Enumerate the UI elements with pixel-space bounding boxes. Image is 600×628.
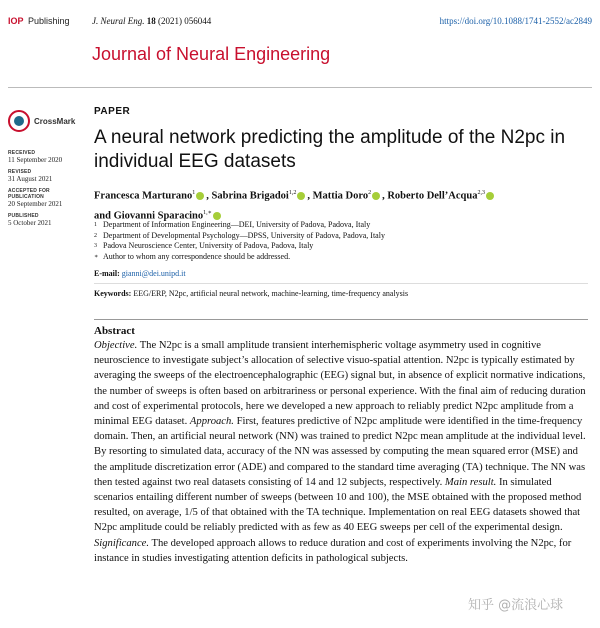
- abstract-objective: The N2pc is a small amplitude transient interhemispheric voltage asymmetry used in cognitive neuroscience to investigate subject’s allocation of selective visuo-spatial attention. N2pc is typically estimated by averaging the sweeps of the electroencephalographic (EEG) signal but, in absence of explicit normative indications, the number of sweeps is often based on arbitrariness or personal experience. With the final aim of reducing duration and cost of experimental protocols, here we developed a new approach to reliably predict N2pc amplitude from a minimal EEG dataset.: [94, 340, 586, 428]
- abstract-approach: First, features predictive of N2pc amplitude were identified in the time-frequency domain. Then, an artificial neural network (NN) was trained to predict N2pc mean amplitude at the individual level. By resorting to simulated data, accuracy of the NN was assessed by computing the mean squared error (MSE) and the amplitude discretization error (ADE) and compared to the standard time averaging (TA) technique. The NN was then tested against two real datasets consisting of 14 and 12 subjects, respectively.: [94, 416, 586, 488]
- affiliation: 2 Department of Developmental Psychology—DPSS, University of Padova, Padova, Italy: [94, 230, 385, 240]
- author-affil-sup: 2: [368, 190, 372, 196]
- date-value: 20 September 2021: [8, 200, 63, 208]
- crossmark-icon: [8, 110, 30, 132]
- orcid-icon[interactable]: [372, 192, 380, 200]
- journal-title: Journal of Neural Engineering: [92, 44, 331, 64]
- email-link[interactable]: gianni@dei.unipd.it: [121, 269, 186, 278]
- date-label: ACCEPTED FOR PUBLICATION: [8, 188, 50, 200]
- abstract-result: In simulated scenarios entailing different number of sweeps (between 10 and 100), the MSE obtained with the proposed method resulted, on average, 1/5 of that obtained with the TA technique. Implementation on real EEG datasets showed that N2pc amplitude could be reliably predicted with as few as 40 EEG sweeps per cell of the experimental design.: [94, 476, 582, 534]
- header-divider: [8, 87, 592, 88]
- journal-abbrev: J. Neural Eng.: [92, 16, 145, 26]
- date-value: 31 August 2021: [8, 175, 53, 183]
- date-label: REVISED: [8, 169, 32, 175]
- affiliation: 3 Padova Neuroscience Center, University of Padova, Padova, Italy: [94, 241, 314, 250]
- volume: 18: [146, 16, 156, 26]
- orcid-icon[interactable]: [486, 192, 494, 200]
- abstract-significance: The developed approach allows to reduce duration and cost of experiments involving the N2pc, for instance in studies investigating attention deficits in pathological subjects.: [94, 537, 572, 564]
- author-name: Mattia Doro: [312, 190, 369, 202]
- article-type: PAPER: [94, 106, 131, 117]
- abstract-result-label: Main result.: [444, 476, 497, 488]
- year-issue: (2021) 056044: [158, 16, 212, 26]
- publisher-name: Publishing: [28, 16, 70, 26]
- orcid-icon[interactable]: [297, 192, 305, 200]
- email-label: E-mail:: [94, 269, 120, 278]
- author-affil-sup: 1: [192, 190, 196, 196]
- author-affil-sup: 2,3: [477, 190, 485, 196]
- abstract-approach-label: Approach.: [189, 416, 234, 428]
- orcid-icon[interactable]: [196, 192, 204, 200]
- author-list: Francesca Marturano$^1$ , Sabrina Brigadoi$^{1,2}$ , Mattia Doro$^2$ , Roberto Dell’Acqua$^{2,3}$ and Giovanni Sparacino$^{1,∗}$: [94, 185, 584, 224]
- date-value: 11 September 2020: [8, 156, 63, 164]
- citation: [92, 16, 211, 26]
- publication-dates: [8, 150, 86, 232]
- keywords-divider: [94, 283, 588, 284]
- affiliations: [94, 220, 584, 262]
- author-name: Roberto Dell’Acqua: [387, 190, 478, 202]
- date-label: RECEIVED: [8, 150, 36, 156]
- publisher-brand: IOP: [8, 16, 24, 26]
- keywords-text: EEG/ERP, N2pc, artificial neural network, machine-learning, time-frequency analysis: [133, 289, 409, 298]
- article-title: A neural network predicting the amplitude of the N2pc in individual EEG datasets: [94, 127, 566, 172]
- abstract-heading: Abstract: [94, 325, 135, 337]
- keywords: [94, 289, 584, 298]
- abstract-significance-label: Significance.: [94, 537, 150, 549]
- date-label: PUBLISHED: [8, 213, 39, 219]
- author-affil-sup: 1,∗: [203, 209, 212, 216]
- author-name: Sabrina Brigadoi: [211, 190, 289, 202]
- keywords-label: Keywords:: [94, 289, 132, 298]
- author-name: Giovanni Sparacino: [113, 210, 204, 221]
- date-value: 5 October 2021: [8, 219, 52, 227]
- affiliation: ∗ Author to whom any correspondence should be addressed.: [94, 251, 291, 261]
- publisher-logo: [8, 16, 70, 26]
- crossmark-badge[interactable]: [8, 110, 75, 132]
- author-affil-sup: 1,2: [288, 190, 297, 196]
- abstract-body: [94, 338, 588, 566]
- affiliation: 1 Department of Information Engineering—DEI, University of Padova, Padova, Italy: [94, 220, 371, 229]
- watermark: 知乎 @流浪心球: [468, 598, 564, 613]
- correspondence-email: [94, 269, 186, 278]
- orcid-icon[interactable]: [213, 212, 221, 220]
- abstract-objective-label: Objective.: [94, 340, 138, 351]
- author-name: Francesca Marturano: [94, 190, 193, 202]
- crossmark-label: CrossMark: [34, 116, 76, 126]
- abstract-divider: [94, 319, 588, 320]
- doi-link[interactable]: https://doi.org/10.1088/1741-2552/ac2849: [439, 16, 592, 26]
